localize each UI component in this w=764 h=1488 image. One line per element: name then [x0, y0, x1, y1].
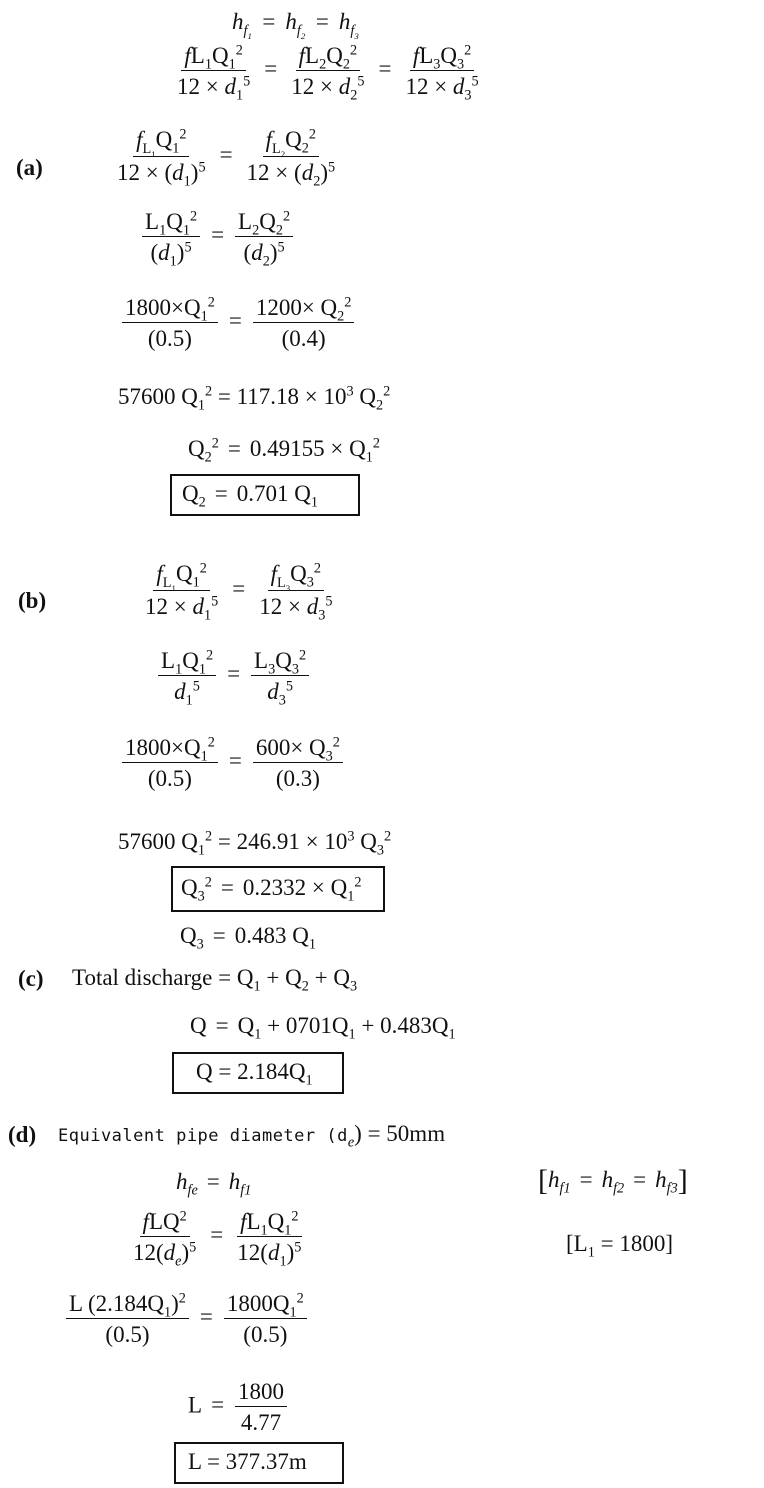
label-c: (c): [18, 966, 44, 991]
eq-a-2: $\frac{L_1Q_1^2}{(d_1)^5}$ = $\frac{L_2Q_2^2}{(d_2)^5}$: [140, 210, 295, 264]
eq-b-2: $\frac{L_1Q_1^2}{d_1^5}$ = $\frac{L_3Q_3^2}{d_3^5}$: [156, 649, 311, 703]
eq-b-6: $Q_3 = 0.483$ $Q_1$: [180, 923, 316, 953]
label-d: (d): [8, 1122, 37, 1147]
eq-a-5: $Q_2^2 = 0.49155 \times Q_1^2$: [188, 435, 380, 466]
eq-d-3: $\frac{L (2.184Q_1)^2}{(0.5)}$ = $\frac{1800Q_1^2}{(0.5)}$: [64, 1292, 309, 1346]
result-b: $Q_3^2 = 0.2332 \times Q_1^2$: [181, 874, 362, 905]
eq-c-2: $Q = Q_1 + 0701Q_1 + 0.483Q_1$: [190, 1013, 456, 1043]
result-c: $Q = 2.184Q_1$: [196, 1059, 313, 1089]
eq-d-4: L = $\frac{1800}{4.77}$: [188, 1380, 289, 1434]
eq-general-darcy: $\frac{fL_1Q_1^2}{12 \times d_1^5}$ = $\frac{fL_2Q_2^2}{12 \times d_2^5}$ = $\frac{fL_3Q_3^2}{12 \times d_3^5}$: [177, 42, 479, 104]
result-d: L = 377.37m: [188, 1449, 307, 1474]
eq-c-1: Total discharge = $Q_1 + Q_2 + Q_3$: [72, 965, 358, 995]
eq-b-4: 57600 $Q_1^2 = 246.91 \times 10^3$ $Q_3^2$: [118, 828, 392, 859]
result-a: $Q_2 = 0.701$ $Q_1$: [182, 481, 318, 511]
eq-a-1: $\frac{f_{L_1}Q_1^2}{12 \times (d_1)^5}$ = $\frac{f_{L_2}Q_2^2}{12 \times (d_2)^5}$: [117, 126, 336, 191]
label-b: (b): [18, 588, 47, 613]
note-l1: $[L_1 = 1800]$: [566, 1231, 673, 1261]
eq-head-losses-equal: $h_{f_1}= h_{f_2}= h_{f_3}$: [232, 9, 359, 41]
eq-a-3: $\frac{1800\times Q_1^2}{(0.5)}$ = $\frac{1200\times Q_2^2}{(0.4)}$: [120, 296, 356, 350]
eq-b-3: $\frac{1800\times Q_1^2}{(0.5)}$ = $\frac{600\times Q_3^2}{(0.3)}$: [120, 736, 345, 790]
label-a: (a): [16, 155, 43, 180]
eq-d-1: $h_{fe} = h_{f1}$: [176, 1169, 252, 1199]
note-head-losses: $[h_{f1} = h_{f2} = h_{f3}]$: [538, 1164, 688, 1197]
eq-d-2: $\frac{fLQ^2}{12(d_e)^5}$ = $\frac{fL_1Q_1^2}{12(d_1)^5}$: [133, 1208, 302, 1270]
eq-d-heading: Equivalent pipe diameter $(d_e) = 50mm$: [58, 1121, 446, 1151]
eq-a-4: 57600 $Q_1^2 = 117.18 \times 10^3$ $Q_2^2$: [118, 383, 391, 414]
eq-b-1: $\frac{f_{L_1}Q_1^2}{12 \times d_1^5}$ = $\frac{f_{L_3}Q_3^2}{12 \times d_3^5}$: [145, 560, 333, 625]
